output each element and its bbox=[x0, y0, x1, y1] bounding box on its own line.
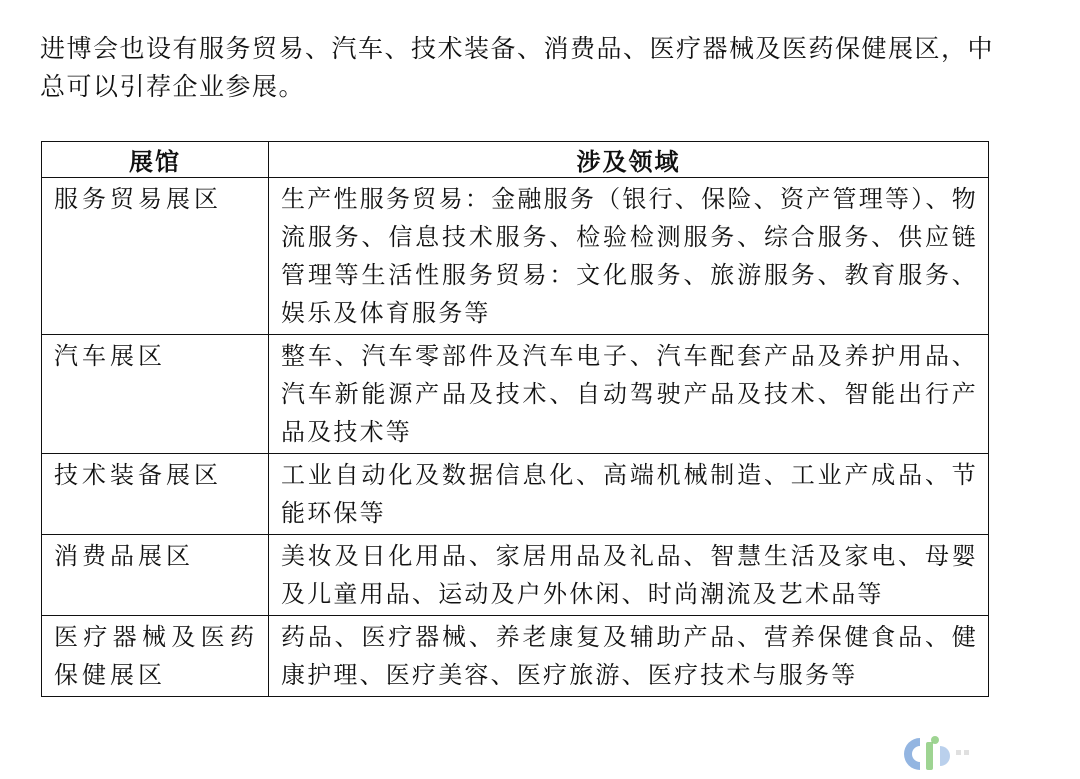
hall-name: 消费品展区 bbox=[42, 535, 269, 616]
hall-scope: 美妆及日化用品、家居用品及礼品、智慧生活及家电、母婴及儿童用品、运动及户外休闲、时尚潮流及艺术品等 bbox=[269, 535, 989, 616]
table-row bbox=[42, 178, 989, 335]
hall-name: 服务贸易展区 bbox=[42, 178, 269, 335]
hall-name: 汽车展区 bbox=[42, 335, 269, 454]
header-scope: 涉及领域 bbox=[269, 142, 989, 178]
logo-watermark-icon bbox=[902, 732, 982, 776]
hall-name: 医疗器械及医药保健展区 bbox=[42, 616, 269, 697]
hall-scope: 药品、医疗器械、养老康复及辅助产品、营养保健食品、健康护理、医疗美容、医疗旅游、医疗技术与服务等 bbox=[269, 616, 989, 697]
intro-paragraph: 进博会也设有服务贸易、汽车、技术装备、消费品、医疗器械及医药保健展区，中总可以引荐企业参展。 bbox=[40, 34, 995, 101]
table-row bbox=[42, 454, 989, 535]
table-row bbox=[42, 335, 989, 454]
header-hall: 展馆 bbox=[42, 142, 269, 178]
hall-scope: 整车、汽车零部件及汽车电子、汽车配套产品及养护用品、汽车新能源产品及技术、自动驾驶产品及技术、智能出行产品及技术等 bbox=[269, 335, 989, 454]
hall-name: 技术装备展区 bbox=[42, 454, 269, 535]
table-row bbox=[42, 616, 989, 697]
hall-scope: 生产性服务贸易：金融服务（银行、保险、资产管理等）、物流服务、信息技术服务、检验检测服务、综合服务、供应链管理等生活性服务贸易：文化服务、旅游服务、教育服务、娱乐及体育服务等 bbox=[269, 178, 989, 335]
table-row bbox=[42, 535, 989, 616]
table-header-row bbox=[42, 142, 989, 178]
hall-scope: 工业自动化及数据信息化、高端机械制造、工业产成品、节能环保等 bbox=[269, 454, 989, 535]
pavilion-table bbox=[41, 141, 989, 697]
